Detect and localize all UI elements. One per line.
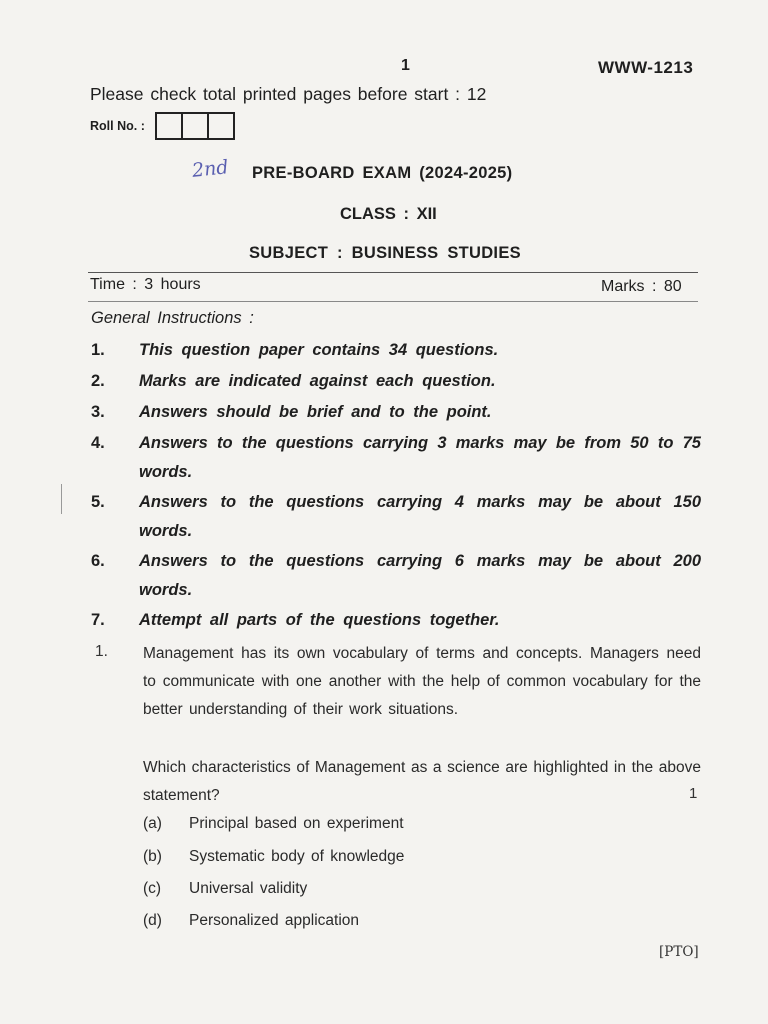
time-allowed: Time : 3 hours <box>90 276 201 293</box>
roll-number-boxes[interactable] <box>155 112 235 140</box>
instruction-text: Answers to the questions carrying 3 marks may be from 50 to 75 words. <box>139 434 701 481</box>
option-label: (c) <box>143 880 162 897</box>
general-instructions-heading: General Instructions : <box>91 309 254 327</box>
question-number: 1. <box>95 643 108 660</box>
answer-option[interactable] <box>143 848 404 866</box>
question-marks: 1 <box>689 785 698 802</box>
instruction-number: 2. <box>91 372 105 390</box>
option-label: (a) <box>143 815 162 832</box>
option-text: Systematic body of knowledge <box>189 848 405 865</box>
roll-number-section <box>90 112 235 140</box>
roll-number-box[interactable] <box>183 114 209 138</box>
paper-code: WWW-1213 <box>598 58 694 77</box>
instruction-text: This question paper contains 34 questions. <box>139 341 499 359</box>
roll-number-label: Roll No. : <box>90 119 145 133</box>
instruction-text: Answers should be brief and to the point. <box>139 403 492 421</box>
option-label: (b) <box>143 848 162 865</box>
instruction-number: 1. <box>91 341 105 359</box>
divider-top <box>88 272 698 273</box>
roll-number-box[interactable] <box>209 114 233 138</box>
class-heading: CLASS : XII <box>340 205 437 223</box>
option-text: Personalized application <box>189 912 360 929</box>
instruction-text: Attempt all parts of the questions together. <box>139 611 500 629</box>
pto-marker: [PTO] <box>659 944 699 960</box>
page-number: 1 <box>401 57 410 74</box>
answer-option[interactable] <box>143 815 404 833</box>
answer-option[interactable] <box>143 880 307 898</box>
option-text: Principal based on experiment <box>189 815 404 832</box>
option-text: Universal validity <box>189 880 308 897</box>
instruction-number: 3. <box>91 403 105 421</box>
question-passage: Management has its own vocabulary of terms and concepts. Managers need to communicate with one another with the help of common vocabulary for the better understanding of their work situations. <box>143 645 701 718</box>
margin-mark <box>61 484 62 514</box>
exam-title: PRE-BOARD EXAM (2024-2025) <box>252 164 513 182</box>
instruction-number: 7. <box>91 611 105 629</box>
instruction-text: Answers to the questions carrying 4 marks may be about 150 words. <box>139 493 701 540</box>
instruction-number: 6. <box>91 552 105 570</box>
answer-option[interactable] <box>143 912 359 930</box>
option-label: (d) <box>143 912 162 929</box>
handwritten-note: 2nd <box>190 156 230 182</box>
divider-bottom <box>88 301 698 302</box>
instruction-text: Answers to the questions carrying 6 marks may be about 200 words. <box>139 552 701 599</box>
instruction-number: 5. <box>91 493 105 511</box>
instruction-text: Marks are indicated against each question. <box>139 372 496 390</box>
maximum-marks: Marks : 80 <box>601 278 682 295</box>
roll-number-box[interactable] <box>157 114 183 138</box>
instruction-number: 4. <box>91 434 105 452</box>
check-pages-notice: Please check total printed pages before start : 12 <box>90 84 487 104</box>
question-text: Which characteristics of Management as a science are highlighted in the above statement? <box>143 759 701 804</box>
subject-heading: SUBJECT : BUSINESS STUDIES <box>249 244 521 262</box>
